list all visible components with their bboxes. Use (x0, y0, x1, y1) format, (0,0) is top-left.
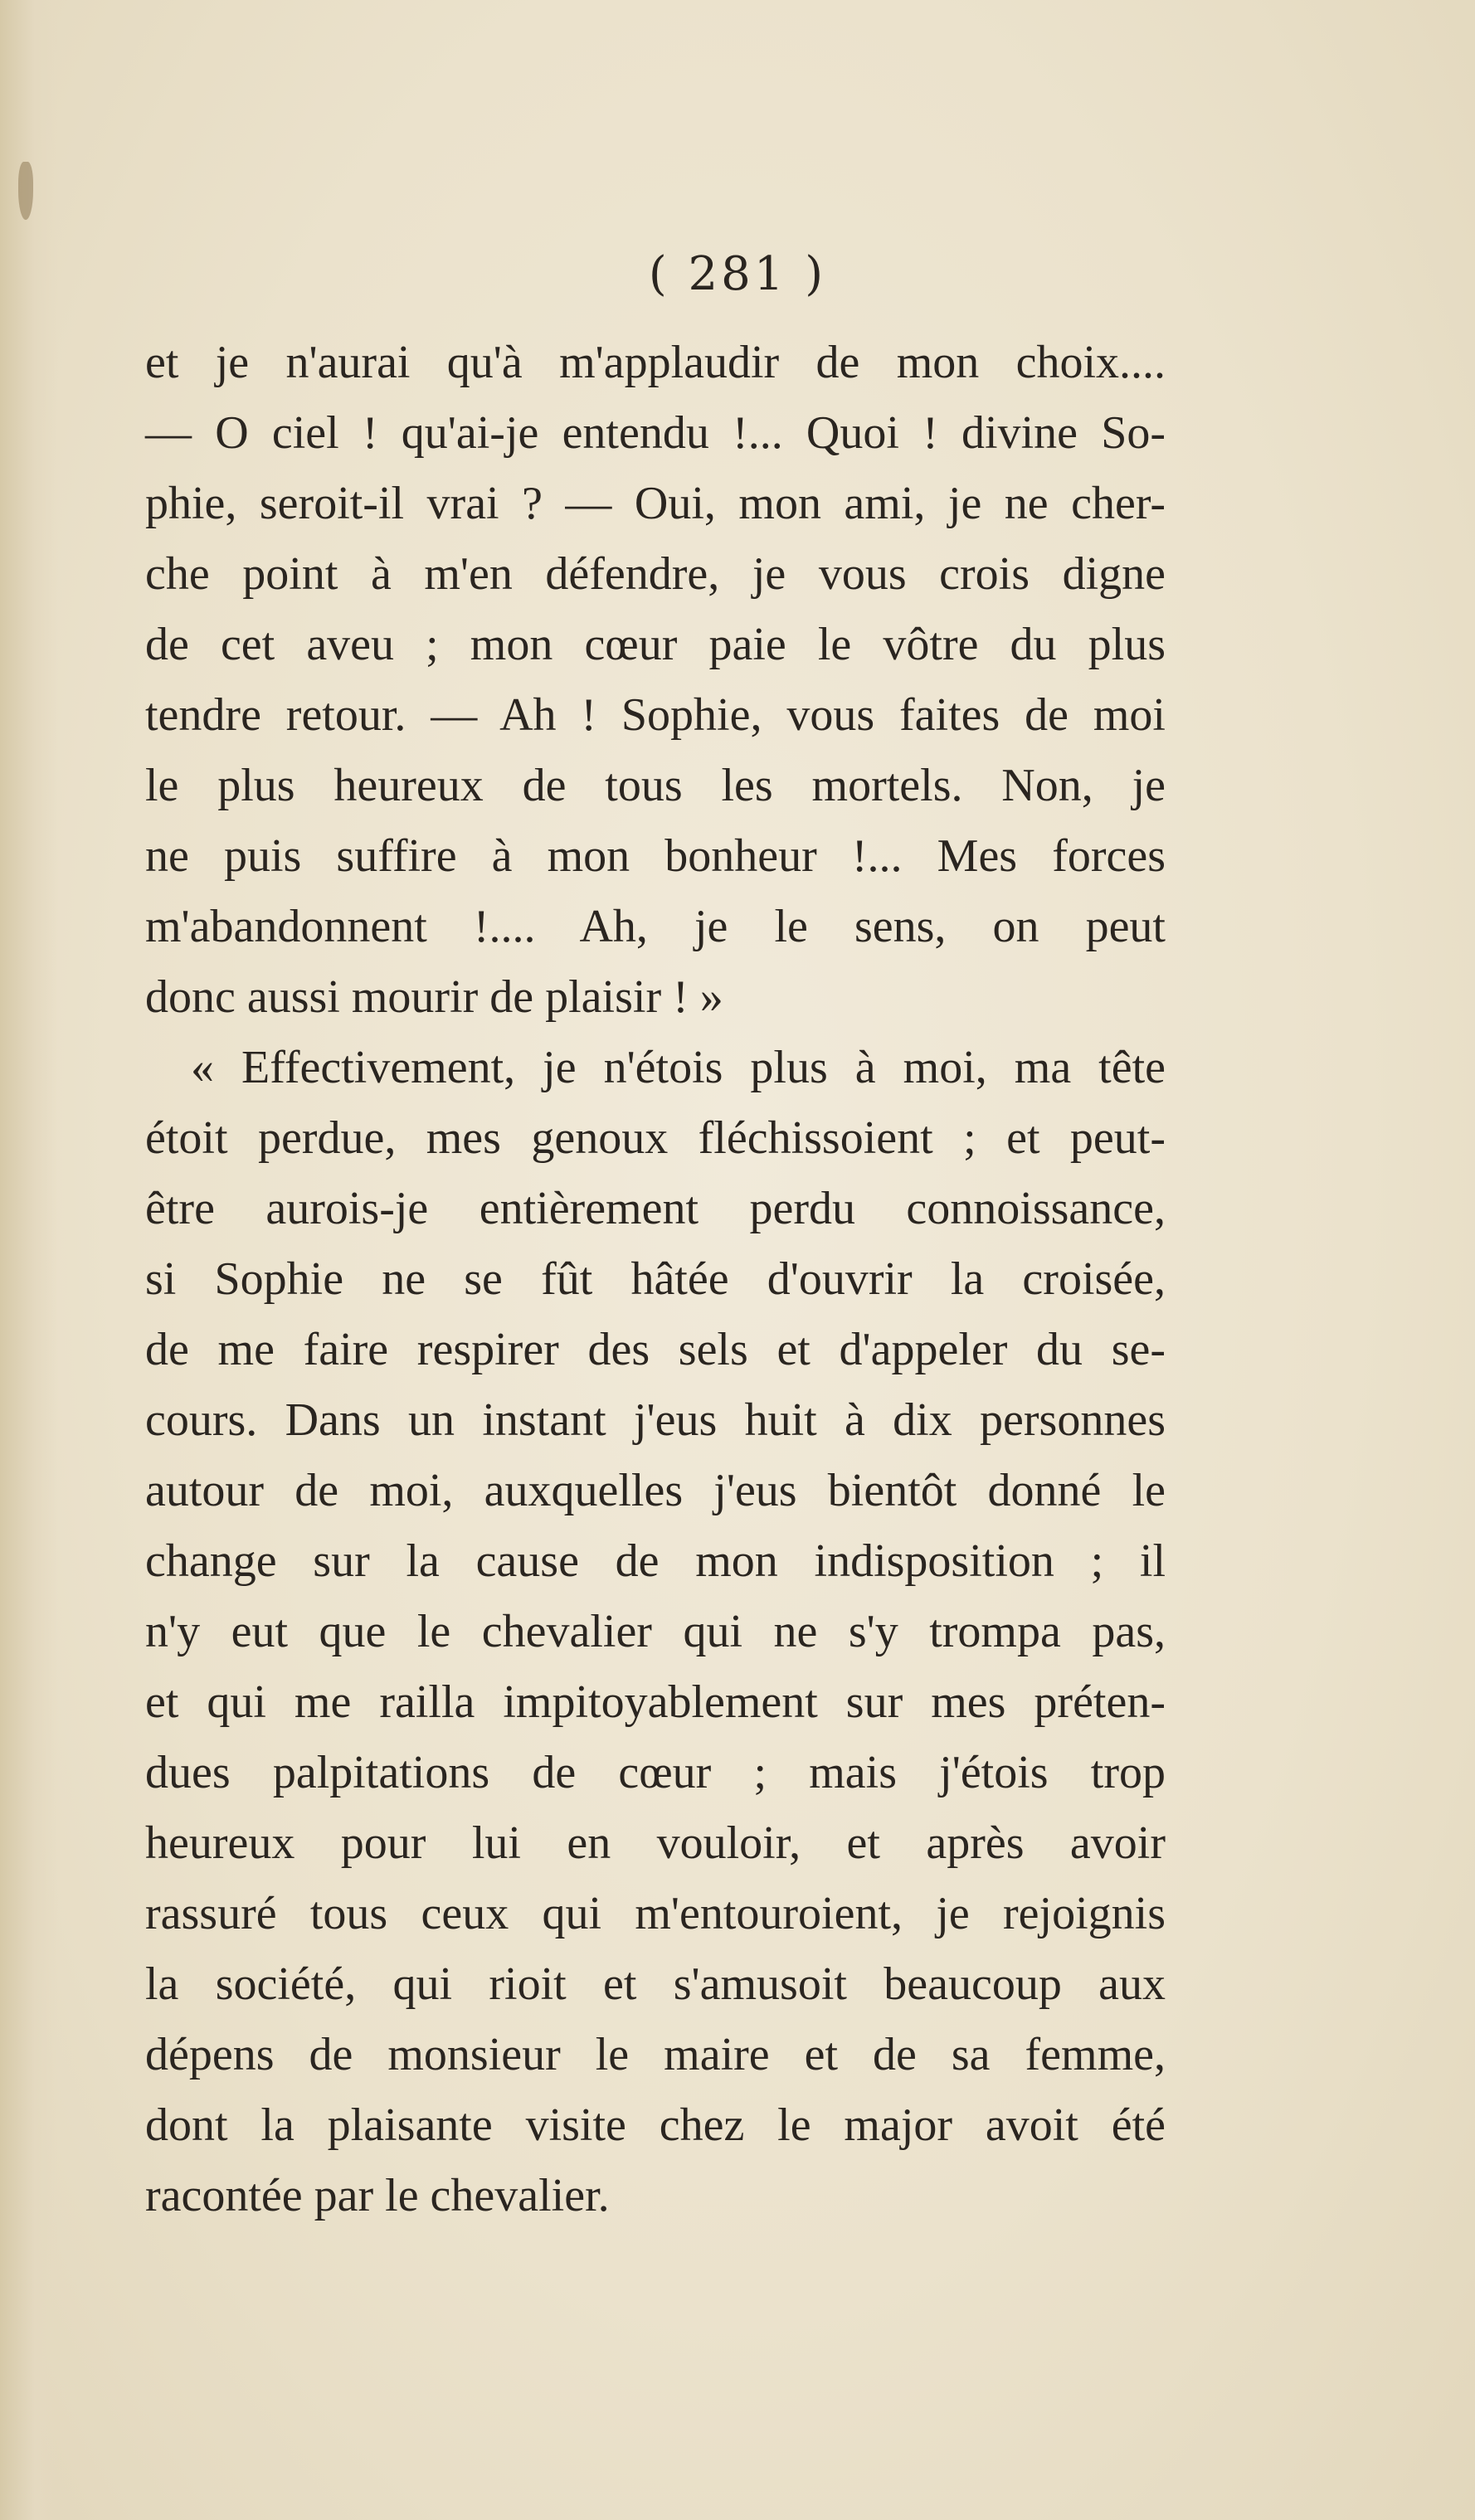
text-line: heureux pour lui en vouloir, et après avoir (145, 1817, 1166, 1869)
text-line: autour de moi, auxquelles j'eus bientôt donné le (145, 1465, 1166, 1516)
text-line: racontée par le chevalier. (145, 2170, 610, 2221)
text-line: — O ciel ! qu'ai-je entendu !... Quoi ! divine So- (145, 407, 1166, 459)
text-line: de cet aveu ; mon cœur paie le vôtre du plus (145, 619, 1166, 670)
text-line: rassuré tous ceux qui m'entouroient, je rejoignis (145, 1888, 1166, 1939)
text-line: donc aussi mourir de plaisir ! » (145, 971, 723, 1023)
text-line: dont la plaisante visite chez le major avoit été (145, 2099, 1166, 2151)
text-line: change sur la cause de mon indisposition ; il (145, 1535, 1166, 1587)
text-line: de me faire respirer des sels et d'appeler du se- (145, 1324, 1166, 1375)
body-text (145, 328, 1166, 2231)
text-line: être aurois-je entièrement perdu connoissance, (145, 1183, 1166, 1234)
text-line: n'y eut que le chevalier qui ne s'y trompa pas, (145, 1606, 1166, 1657)
binding-gutter-shadow (0, 0, 58, 2520)
text-line: si Sophie ne se fût hâtée d'ouvrir la croisée, (145, 1253, 1166, 1305)
text-line: et qui me railla impitoyablement sur mes préten- (145, 1676, 1166, 1728)
text-line: la société, qui rioit et s'amusoit beaucoup aux (145, 1958, 1166, 2010)
text-line: cours. Dans un instant j'eus huit à dix personnes (145, 1394, 1166, 1446)
text-line: étoit perdue, mes genoux fléchissoient ; et peut- (145, 1112, 1166, 1164)
text-line: dépens de monsieur le maire et de sa femme, (145, 2029, 1166, 2080)
text-line: tendre retour. — Ah ! Sophie, vous faites de moi (145, 689, 1166, 741)
paragraph-start-line: « Effectivement, je n'étois plus à moi, ma tête (191, 1042, 1166, 1093)
text-line: che point à m'en défendre, je vous crois digne (145, 548, 1166, 600)
page-number: ( 281 ) (648, 247, 827, 301)
text-line: ne puis suffire à mon bonheur !... Mes forces (145, 830, 1166, 882)
paper-stain (18, 162, 33, 220)
text-line: le plus heureux de tous les mortels. Non, je (145, 760, 1166, 811)
text-line: m'abandonnent !.... Ah, je le sens, on peut (145, 901, 1166, 952)
text-line: dues palpitations de cœur ; mais j'étois trop (145, 1747, 1166, 1798)
text-line: phie, seroit-il vrai ? — Oui, mon ami, je ne cher- (145, 478, 1166, 529)
text-line: et je n'aurai qu'à m'applaudir de mon choix.... (145, 337, 1166, 388)
